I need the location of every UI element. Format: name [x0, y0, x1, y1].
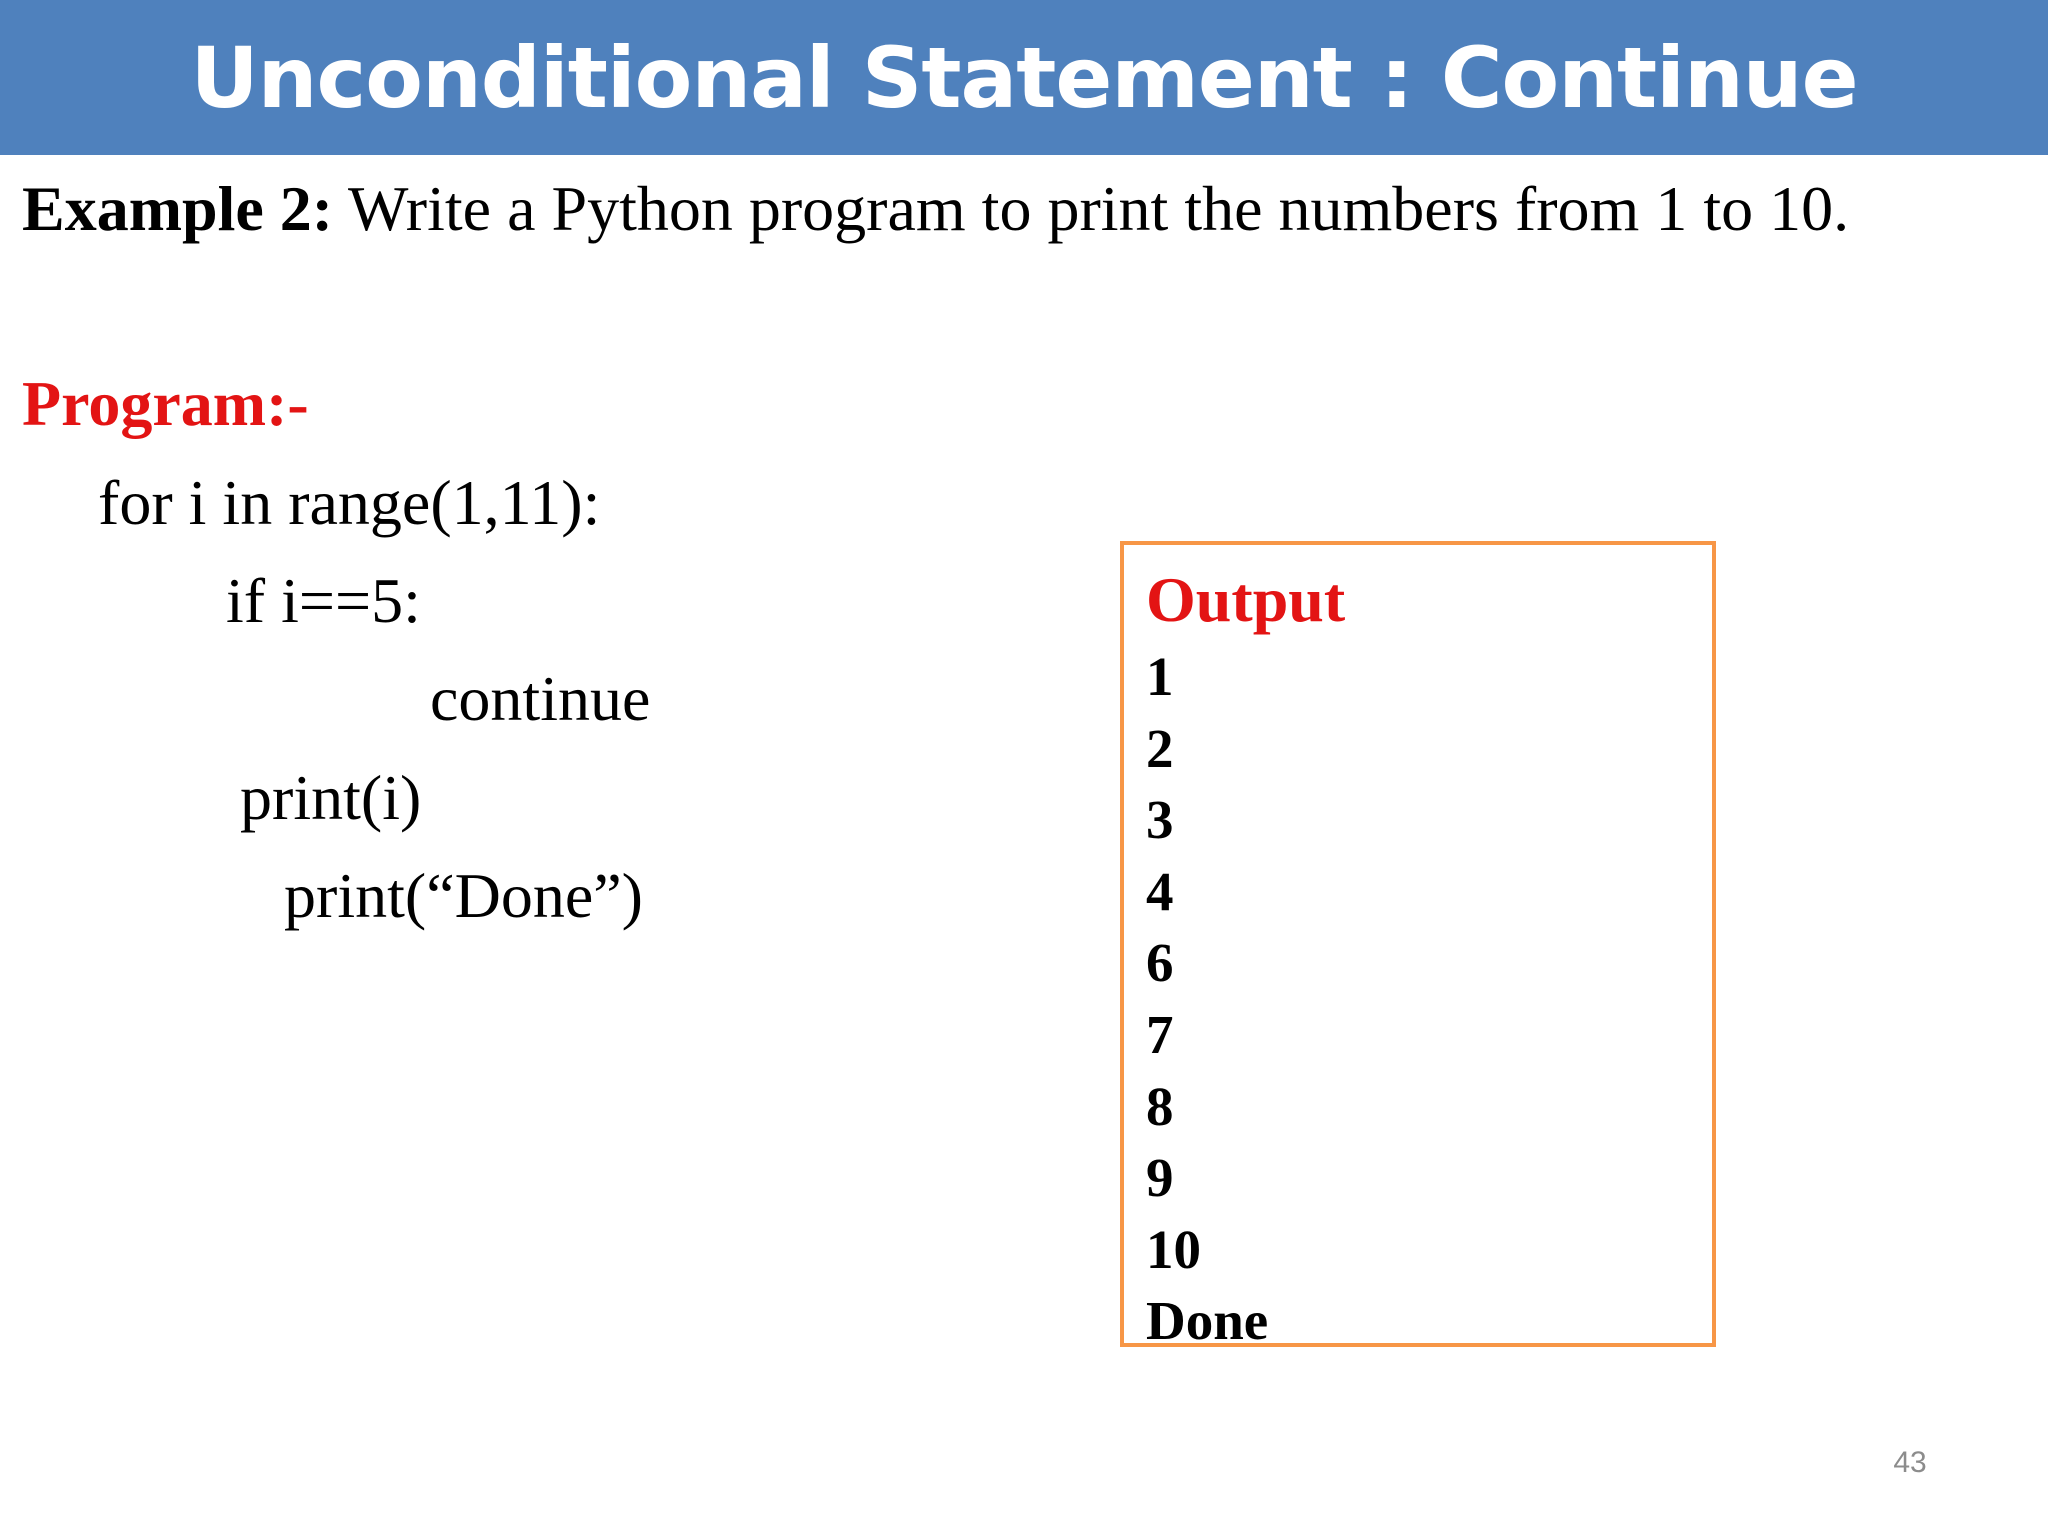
title-bar	[0, 0, 2048, 155]
output-line: 10	[1146, 1218, 1201, 1280]
code-line-print-i: print(i)	[240, 762, 422, 833]
output-line: 4	[1146, 860, 1174, 922]
example-statement	[22, 168, 1922, 250]
page-number: 43	[1893, 1446, 1927, 1479]
output-line: 2	[1146, 717, 1174, 779]
output-title: Output	[1146, 564, 1346, 635]
output-line: 9	[1146, 1147, 1174, 1209]
slide-title: Unconditional Statement : Continue	[190, 28, 1858, 127]
example-text: Write a Python program to print the numbers from 1 to 10.	[333, 173, 1850, 244]
output-line: 3	[1146, 789, 1174, 851]
output-box	[1120, 541, 1716, 1352]
code-line-if: if i==5:	[226, 565, 421, 636]
output-line: 7	[1146, 1003, 1174, 1065]
output-list	[1146, 641, 1268, 1357]
output-line: 1	[1146, 646, 1174, 707]
program-label: Program:-	[22, 368, 309, 439]
example-label: Example 2:	[22, 173, 334, 244]
output-line: Done	[1146, 1290, 1269, 1352]
output-line: 6	[1146, 932, 1174, 994]
code-line-continue: continue	[430, 663, 651, 734]
output-line: 8	[1146, 1075, 1174, 1137]
code-line-print-done: print(“Done”)	[284, 860, 643, 931]
code-line-for: for i in range(1,11):	[98, 467, 601, 538]
